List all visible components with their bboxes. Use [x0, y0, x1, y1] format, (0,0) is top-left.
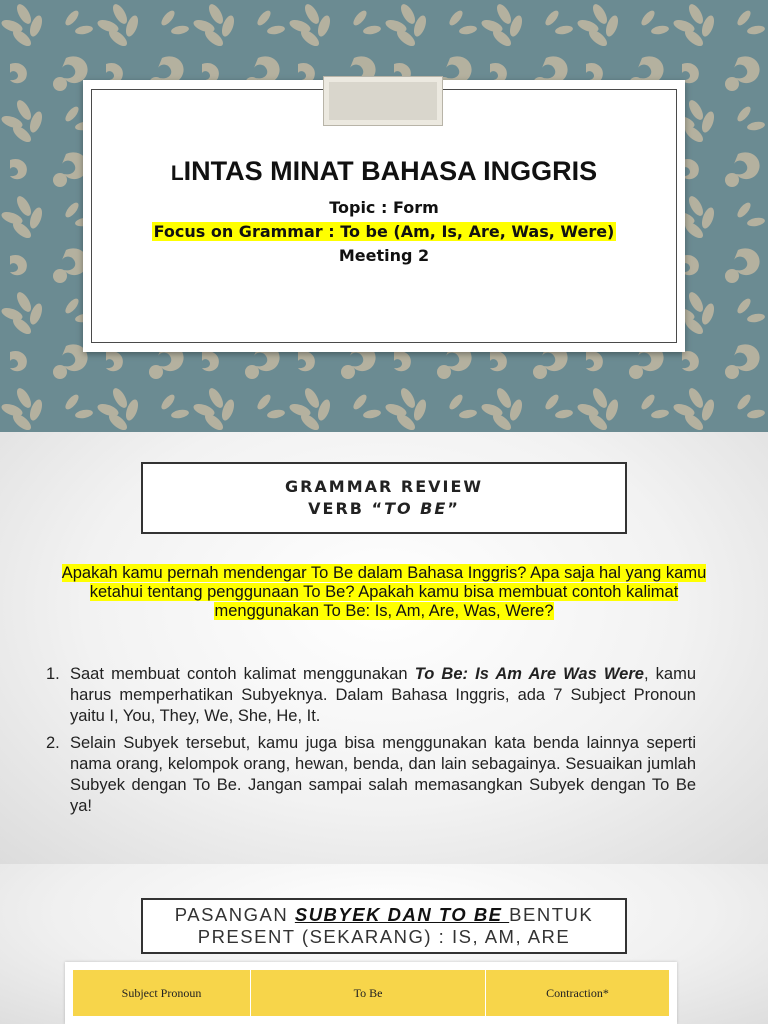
pairing-heading-line-2: PRESENT (SEKARANG) : IS, AM, ARE	[197, 926, 571, 947]
grammar-review-heading	[141, 462, 627, 534]
pairing-heading	[141, 898, 627, 954]
tape-decoration	[323, 76, 443, 126]
point-1-before: Saat membuat contoh kalimat menggunakan	[70, 665, 415, 683]
page-title	[83, 156, 685, 187]
list-item	[46, 664, 696, 727]
intro-question	[40, 564, 728, 621]
topic-line: Topic : Form	[329, 198, 439, 217]
list-number: 2.	[46, 734, 60, 752]
table-header-contraction: Contraction*	[546, 985, 609, 1000]
title-rest: INTAS MINAT BAHASA INGGRIS	[183, 156, 598, 186]
point-1-after: , kamu harus memperhatikan Subyeknya. Dalam Bahasa Inggris, ada 7 Subject Pronoun yaitu I, You, They, We, She, He, It.	[70, 665, 696, 725]
list-item	[46, 733, 696, 817]
intro-question-text: Apakah kamu pernah mendengar To Be dalam Bahasa Inggris? Apa saja hal yang kamu ketahui tentang penggunaan To Be? Apakah kamu bisa membuat contoh kalimat menggunakan To Be: Is, Am, Are, Was, Were?	[61, 564, 707, 620]
title-card	[83, 80, 685, 352]
explanation-list	[46, 664, 696, 823]
title-slide	[0, 0, 768, 432]
meeting-line: Meeting 2	[338, 246, 430, 265]
pronoun-table	[65, 962, 677, 1024]
table-header-subject-pronoun: Subject Pronoun	[73, 970, 251, 1016]
table-header-to-be: To Be	[251, 970, 486, 1016]
heading-line-2	[143, 498, 625, 520]
pairing-heading-line-1	[143, 904, 625, 926]
list-number: 1.	[46, 665, 60, 683]
title-first-letter: L	[170, 162, 184, 185]
heading-verb-suffix: ”	[447, 499, 460, 518]
focus-highlight: Focus on Grammar : To be (Am, Is, Are, Was, Were)	[153, 222, 615, 241]
subject-to-be-slide	[0, 864, 768, 1024]
heading-to-be: TO BE	[384, 499, 448, 518]
pairing-prefix: PASANGAN	[174, 904, 295, 925]
pairing-emphasis: SUBYEK DAN TO BE	[294, 904, 510, 925]
table-header-row	[73, 970, 669, 1016]
heading-verb-prefix: VERB “	[308, 499, 385, 518]
title-subtitles	[83, 196, 685, 268]
focus-line	[83, 220, 685, 244]
grammar-review-slide	[0, 432, 768, 864]
point-2-text: Selain Subyek tersebut, kamu juga bisa menggunakan kata benda lainnya seperti nama orang, kelompok orang, hewan, benda, dan lain sebagainya. Sesuaikan jumlah Subyek dengan To Be. Jangan sampai salah memasangkan Subyek dengan To Be ya!	[70, 734, 696, 815]
heading-line-1: GRAMMAR REVIEW	[284, 477, 484, 496]
point-1-bold: To Be: Is Am Are Was Were	[414, 665, 644, 683]
pairing-suffix: BENTUK	[509, 904, 594, 925]
